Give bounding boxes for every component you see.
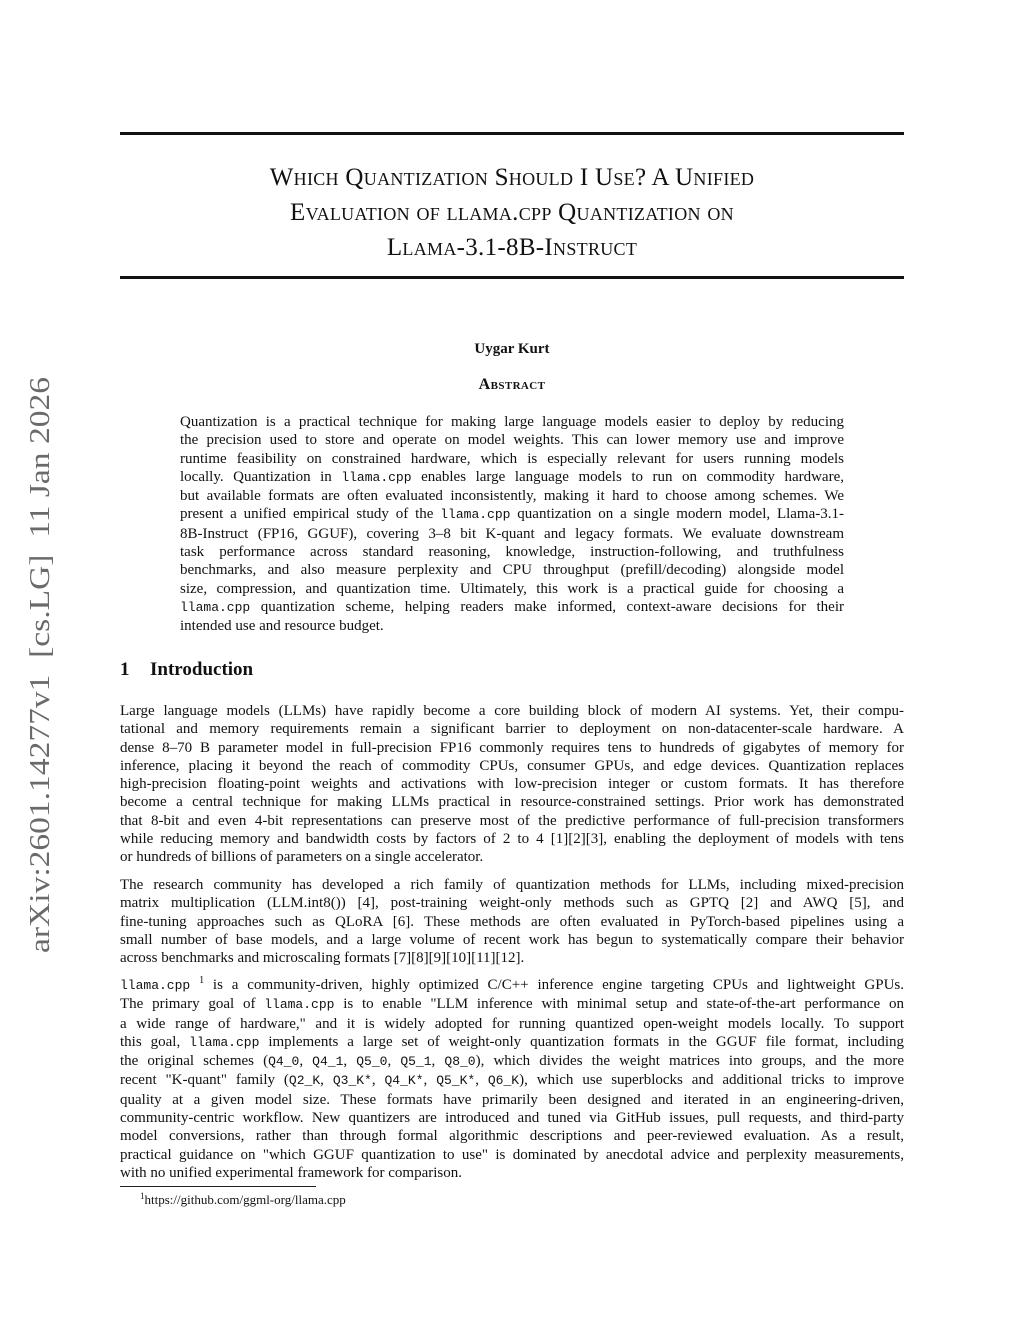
text-line: The research community has developed a rich family of quantization methods for LLMs, including mixed-precision [120, 877, 904, 893]
footnote-link[interactable]: https://github.com/ggml-org/llama.cpp [144, 1192, 346, 1207]
inline-code: llama.cpp [189, 1034, 260, 1050]
text-segment: recent "K-quant" family ( [120, 1072, 289, 1089]
text-segment: , [387, 1053, 401, 1070]
text-segment: present a unified empirical study of the [180, 506, 441, 523]
footnote [140, 1192, 346, 1208]
title-line: Which Quantization Should I Use? A Unified [269, 164, 755, 191]
section-title: Introduction [150, 659, 254, 680]
text-line: tational and memory requirements remain a significant barrier to deployment on non-datacenter-scale hardware. A [120, 721, 904, 738]
text-segment: the original schemes ( [120, 1053, 269, 1070]
text-line: high-precision floating-point weights and activations with low-precision integer or custom formats. It has therefore [120, 776, 904, 793]
text-line: intended use and resource budget. [180, 618, 384, 635]
text-line: benchmarks, and also measure perplexity and CPU throughput (prefill/decoding) alongside model [180, 562, 844, 579]
text-line: the precision used to store and operate on model weights. This can lower memory use and improve [180, 432, 844, 449]
text-segment: , [320, 1072, 333, 1089]
text-line: inference, placing it beyond the reach of commodity CPUs, consumer GPUs, and edge devices. Quantization replaces [120, 757, 904, 774]
text-segment: implements a large set of weight-only quantization formats in the GGUF file format, including [259, 1033, 904, 1050]
arxiv-identifier-text: arXiv:2601.14277v1 [cs.LG] 11 Jan 2026 [25, 471, 56, 953]
inline-code: llama.cpp [440, 507, 511, 523]
inline-code: llama.cpp [120, 978, 191, 993]
text-segment: , [423, 1072, 437, 1089]
intro-paragraph [120, 876, 904, 967]
paper-title [120, 160, 904, 265]
title-top-rule [120, 132, 904, 135]
text-segment: ), which use superblocks and additional tricks to improve [519, 1072, 905, 1089]
title-line: Evaluation of llama.cpp Quantization on [290, 199, 734, 226]
text-line: or hundreds of billions of parameters on a single accelerator. [120, 849, 484, 866]
text-line [120, 995, 904, 1014]
text-segment: , [431, 1053, 445, 1070]
text-line: model conversions, rather than through formal algorithmic descriptions and peer-reviewed evaluation. As a result, [120, 1128, 904, 1145]
text-line: dense 8–70 B parameter model in full-precision FP16 commonly requires tens to hundreds of gigabytes of memory for [120, 739, 904, 756]
footnote-rule [120, 1186, 316, 1187]
inline-code: Q8_0 [444, 1054, 476, 1070]
inline-code: Q4_K* [384, 1073, 424, 1089]
section-heading-introduction [120, 659, 253, 681]
inline-code: Q4_0 [268, 1054, 300, 1070]
inline-code: llama.cpp [180, 599, 251, 615]
text-line: become a central technique for making LLMs practical in resource-constrained settings. Prior work has demonstrated [120, 794, 904, 811]
text-segment: , [343, 1053, 357, 1070]
author-name: Uygar Kurt [474, 341, 550, 357]
title-bottom-rule [120, 276, 904, 279]
text-segment: is a community-driven, highly optimized C/C++ inference engine targeting CPUs and lightweight GPUs. [204, 977, 905, 993]
text-segment: enables large language models to run on commodity hardware, [411, 468, 844, 485]
text-line: fine-tuning approaches such as QLoRA [6]. These methods are often evaluated in PyTorch-based pipelines using a [120, 913, 904, 930]
text-segment: quantization scheme, helping readers make informed, context-aware decisions for their [250, 598, 844, 615]
text-line: while reducing memory and bandwidth costs by factors of 2 to 4 [1][2][3], enabling the deployment of models with tens [120, 831, 904, 848]
text-segment: , [371, 1072, 385, 1089]
text-line [120, 1071, 904, 1090]
inline-code: llama.cpp [341, 469, 412, 485]
inline-code: Q4_1 [312, 1054, 344, 1070]
text-line: that 8-bit and even 4-bit representations can preserve most of the predictive performance of full-precision transformers [120, 812, 904, 829]
section-number: 1 [120, 659, 130, 680]
footnote-marker: 1 [140, 1191, 145, 1201]
inline-code: Q6_K [487, 1073, 520, 1089]
text-line: quality at a given model size. These formats have primarily been designed and iterated in an engineering-driven, [120, 1091, 904, 1108]
inline-code: llama.cpp [264, 997, 335, 1013]
text-segment: The primary goal of [120, 996, 265, 1013]
text-line: with no unified experimental framework for comparison. [120, 1164, 462, 1181]
text-line: Large language models (LLMs) have rapidly become a core building block of modern AI systems. Yet, their compu- [120, 703, 904, 719]
inline-code: Q5_K* [436, 1073, 476, 1089]
footnote-reference: 1 [199, 975, 205, 986]
text-line [120, 1052, 904, 1071]
intro-paragraph [120, 976, 904, 1182]
text-segment: quantization on a single modern model, Llama-3.1- [510, 506, 844, 523]
text-line: task performance across standard reasoning, knowledge, instruction-following, and truthfulness [180, 544, 844, 561]
inline-code: Q3_K* [332, 1073, 372, 1089]
text-segment: ), which divides the weight matrices into groups, and the more [475, 1053, 905, 1070]
text-line: across benchmarks and microscaling formats [7][8][9][10][11][12]. [120, 950, 525, 967]
text-segment [190, 977, 199, 993]
abstract-body [180, 413, 844, 636]
text-line [180, 468, 844, 487]
intro-paragraph [120, 702, 904, 867]
text-line [120, 976, 904, 995]
text-line: small number of base models, and a large volume of recent work has begun to systematically compare their behavior [120, 931, 904, 948]
text-line: matrix multiplication (LLM.int8()) [4], post-training weight-only methods such as GPTQ [2] and AWQ [5], and [120, 895, 904, 912]
text-line: 8B-Instruct (FP16, GGUF), covering 3–8 bit K-quant and legacy formats. We evaluate downstream [180, 525, 844, 542]
inline-code: Q5_0 [356, 1054, 388, 1070]
text-line: but available formats are often evaluated inconsistently, making it hard to choose among schemes. We [180, 488, 844, 505]
text-segment: locally. Quantization in [180, 468, 342, 485]
text-line: Quantization is a practical technique for making large language models easier to deploy by reducing [180, 414, 844, 430]
text-line: size, compression, and quantization time. Ultimately, this work is a practical guide for choosing a [180, 580, 844, 597]
inline-code: Q2_K [288, 1073, 321, 1089]
text-line: community-centric workflow. New quantizers are introduced and tuned via GitHub issues, pull requests, and third-party [120, 1110, 904, 1127]
abstract-heading: Abstract [478, 376, 546, 393]
arxiv-identifier-stamp [19, 375, 59, 955]
text-line [120, 1033, 904, 1052]
text-line: runtime feasibility on constrained hardware, which is especially relevant for users running models [180, 450, 844, 467]
title-line: Llama-3.1-8B-Instruct [386, 234, 638, 261]
text-line: a wide range of hardware," and it is widely adopted for running quantized open-weight models locally. To support [120, 1015, 904, 1032]
text-segment: , [299, 1053, 313, 1070]
text-line [180, 505, 844, 524]
text-line [180, 598, 844, 617]
text-segment: this goal, [120, 1033, 190, 1050]
text-segment: , [475, 1072, 488, 1089]
text-segment: is to enable "LLM inference with minimal setup and state-of-the-art performance on [334, 996, 904, 1013]
text-line: practical guidance on "which GGUF quantization to use" is dominated by anecdotal advice and perplexity measurements, [120, 1146, 904, 1163]
inline-code: Q5_1 [400, 1054, 432, 1070]
